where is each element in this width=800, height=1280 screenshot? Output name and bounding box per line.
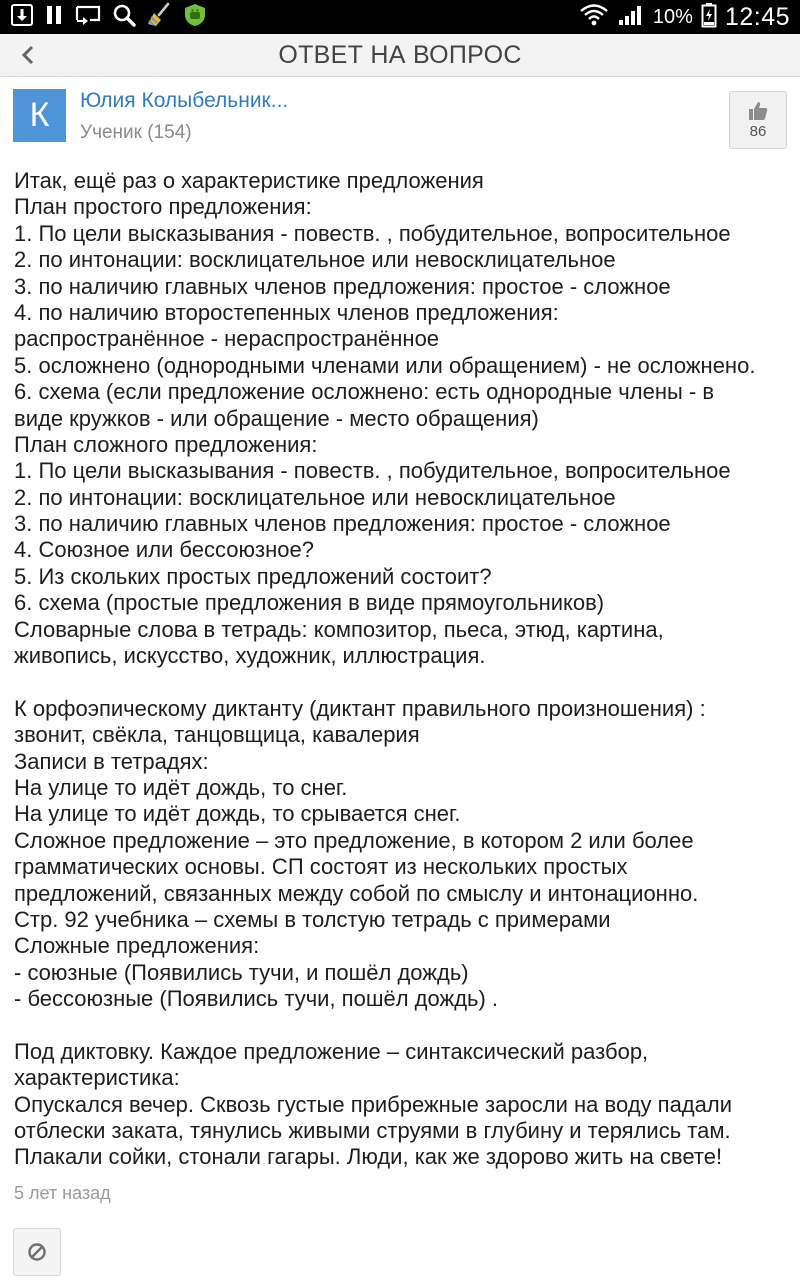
answer-line: - бессоюзные (Появились тучи, пошёл дождь) .	[14, 986, 499, 1012]
like-button[interactable]	[729, 91, 787, 149]
signal-icon	[617, 3, 645, 32]
answer-line: К орфоэпическому диктанту (диктант правильного произношения) :	[14, 695, 706, 721]
answer-line: распространённое - нераспространённое	[14, 326, 440, 352]
answer-line: Итак, ещё раз о характеристике предложения	[14, 168, 484, 193]
answer-line: Сложное предложение – это предложение, в котором 2 или более	[14, 827, 694, 853]
status-bar-notifications	[0, 0, 208, 34]
answer-line: Записи в тетрадях:	[14, 748, 209, 774]
answer-line: План сложного предложения:	[14, 431, 318, 457]
answer-line: 1. По цели высказывания - повеств. , побудительное, вопросительное	[14, 220, 731, 246]
answer-line: План простого предложения:	[14, 194, 312, 220]
report-button[interactable]	[13, 1228, 61, 1276]
answer-line: предложений, связанных между собой по смыслу и интонационно.	[14, 880, 699, 906]
clock: 12:45	[724, 2, 790, 31]
android-shield-icon	[182, 2, 208, 33]
like-count: 86	[749, 123, 767, 140]
answer-line: На улице то идёт дождь, то снег.	[14, 774, 348, 800]
chevron-left-icon	[20, 44, 36, 66]
answer-author	[13, 89, 793, 149]
thumbs-up-icon	[747, 100, 769, 122]
back-button[interactable]	[6, 34, 50, 76]
answer-line: Стр. 92 учебника – схемы в толстую тетрадь с примерами	[14, 906, 611, 932]
answer-line: 6. схема (если предложение осложнено: есть однородные члены - в	[14, 379, 715, 405]
search-icon	[112, 3, 136, 32]
broom-icon	[146, 2, 172, 33]
answer-line: Плакали сойки, стонали гагары. Люди, как же здорово жить на свете!	[14, 1144, 723, 1170]
avatar[interactable]: К	[13, 89, 66, 142]
action-bar	[0, 34, 800, 77]
answer-line: 2. по интонации: восклицательное или невосклицательное	[14, 484, 616, 510]
blank-line	[14, 669, 794, 695]
battery-percent: 10%	[652, 5, 693, 28]
status-bar-system	[579, 0, 800, 34]
answer-line: 1. По цели высказывания - повеств. , побудительное, вопросительное	[14, 458, 731, 484]
answer-line: Словарные слова в тетрадь: композитор, пьеса, этюд, картина,	[14, 616, 664, 642]
answer-line: 5. Из скольких простых предложений состоит?	[14, 563, 492, 589]
answer-text	[14, 168, 794, 1171]
block-icon	[27, 1242, 47, 1262]
answer-line: отблески заката, тянулись живыми струями в глубину и терялись там.	[14, 1118, 731, 1144]
answer-line: живопись, искусство, художник, иллюстрация.	[14, 643, 486, 669]
wifi-icon	[579, 2, 609, 33]
answer-line: виде кружков - или обращение - место обращения)	[14, 405, 539, 431]
answer-line: Под диктовку. Каждое предложение – синтаксический разбор,	[14, 1038, 649, 1064]
answer-line: 2. по интонации: восклицательное или невосклицательное	[14, 247, 616, 273]
blank-line	[14, 1013, 794, 1039]
author-rank: Ученик (154)	[80, 122, 192, 143]
pause-icon	[44, 3, 64, 32]
answer-line: 4. по наличию второстепенных членов предложения:	[14, 299, 559, 325]
status-bar	[0, 0, 800, 34]
answer-line: грамматических основы. СП состоят из нескольких простых	[14, 854, 628, 880]
screen-cast-icon	[74, 3, 102, 32]
page-title: ОТВЕТ НА ВОПРОС	[278, 41, 522, 69]
answer-line: Опускался вечер. Сквозь густые прибрежные заросли на воду падали	[14, 1091, 733, 1117]
answer-line: - союзные (Появились тучи, и пошёл дождь)	[14, 959, 469, 985]
battery-icon	[701, 2, 717, 33]
author-name-link[interactable]: Юлия Колыбельник...	[80, 89, 289, 112]
answer-line: Сложные предложения:	[14, 933, 260, 959]
answer-line: На улице то идёт дождь, то срывается снег.	[14, 801, 461, 827]
answer-line: 6. схема (простые предложения в виде прямоугольников)	[14, 590, 605, 616]
answer-line: 3. по наличию главных членов предложения: простое - сложное	[14, 511, 671, 537]
answer-line: 4. Союзное или бессоюзное?	[14, 537, 314, 563]
answer-line: характеристика:	[14, 1065, 180, 1091]
answer-line: звонит, свёкла, танцовщица, кавалерия	[14, 722, 420, 748]
answer-timestamp: 5 лет назад	[14, 1183, 111, 1203]
usb-debug-icon	[10, 3, 34, 32]
answer-line: 5. осложнено (однородными членами или обращением) - не осложнено.	[14, 352, 756, 378]
answer-line: 3. по наличию главных членов предложения: простое - сложное	[14, 273, 671, 299]
